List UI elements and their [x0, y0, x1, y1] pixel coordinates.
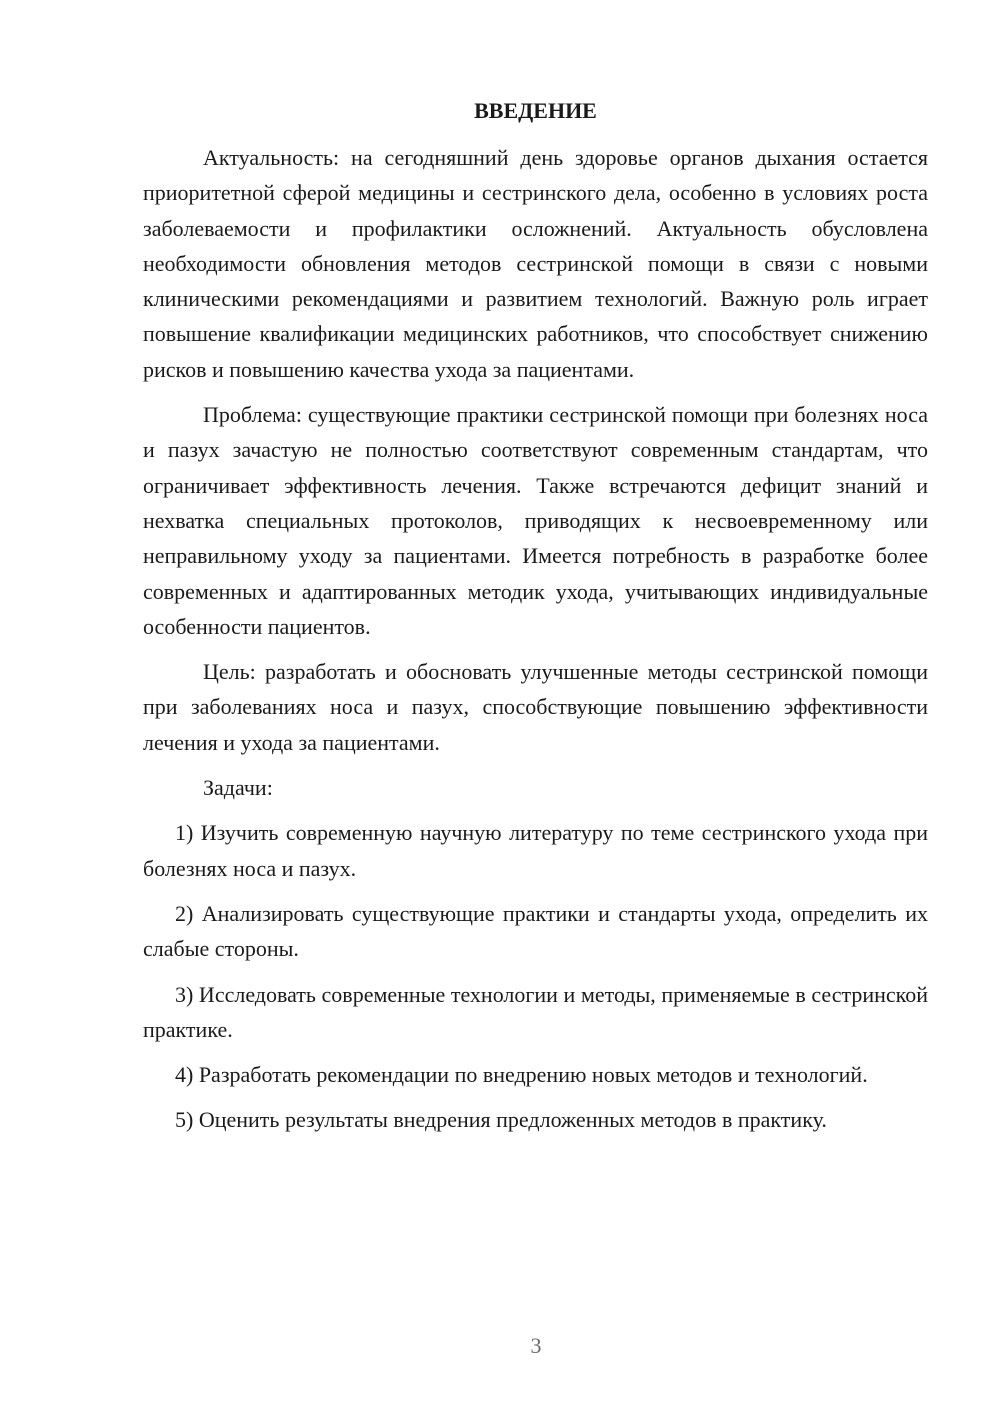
page-number: 3: [530, 1333, 542, 1358]
task-item-2: 2) Анализировать существующие практики и стандарты ухода, определить их слабые стороны.: [143, 900, 928, 962]
goal-paragraph: Цель: разработать и обосновать улучшенные методы сестринской помощи при заболеваниях носа и пазух, способствующие повышению эффективности лечения и ухода за пациентами.: [143, 659, 928, 755]
task-item-3: 3) Исследовать современные технологии и методы, применяемые в сестринской практике.: [143, 981, 928, 1042]
task-item-5: 5) Оценить результаты внедрения предложенных методов в практику.: [175, 1107, 827, 1133]
section-title: ВВЕДЕНИЕ: [474, 98, 597, 123]
problem-paragraph: Проблема: существующие практики сестринской помощи при болезнях носа и пазух зачастую не полностью соответствуют современным стандартам, что ограничивает эффективность лечения. Также встречаются дефицит знаний и нехватка специальных протоколов, приводящих к несвоевременному или неправильному уходу за пациентами. Имеется потребность в разработке более современных и адаптированных методик ухода, учитывающих индивидуальные особенности пациентов.: [143, 402, 928, 639]
tasks-heading: Задачи:: [203, 775, 273, 801]
task-item-4: 4) Разработать рекомендации по внедрению новых методов и технологий.: [175, 1062, 868, 1088]
page-content: [143, 95, 928, 1138]
relevance-paragraph: Актуальность: на сегодняшний день здоровье органов дыхания остается приоритетной сферой медицины и сестринского дела, особенно в условиях роста заболеваемости и профилактики осложнений. Актуальность обусловлена необходимости обновления методов сестринской помощи в связи с новыми клиническими рекомендациями и развитием технологий. Важную роль играет повышение квалификации медицинских работников, что способствует снижению рисков и повышению качества ухода за пациентами.: [143, 145, 928, 382]
task-item-1: 1) Изучить современную научную литературу по теме сестринского ухода при болезнях носа и пазух.: [143, 820, 928, 881]
